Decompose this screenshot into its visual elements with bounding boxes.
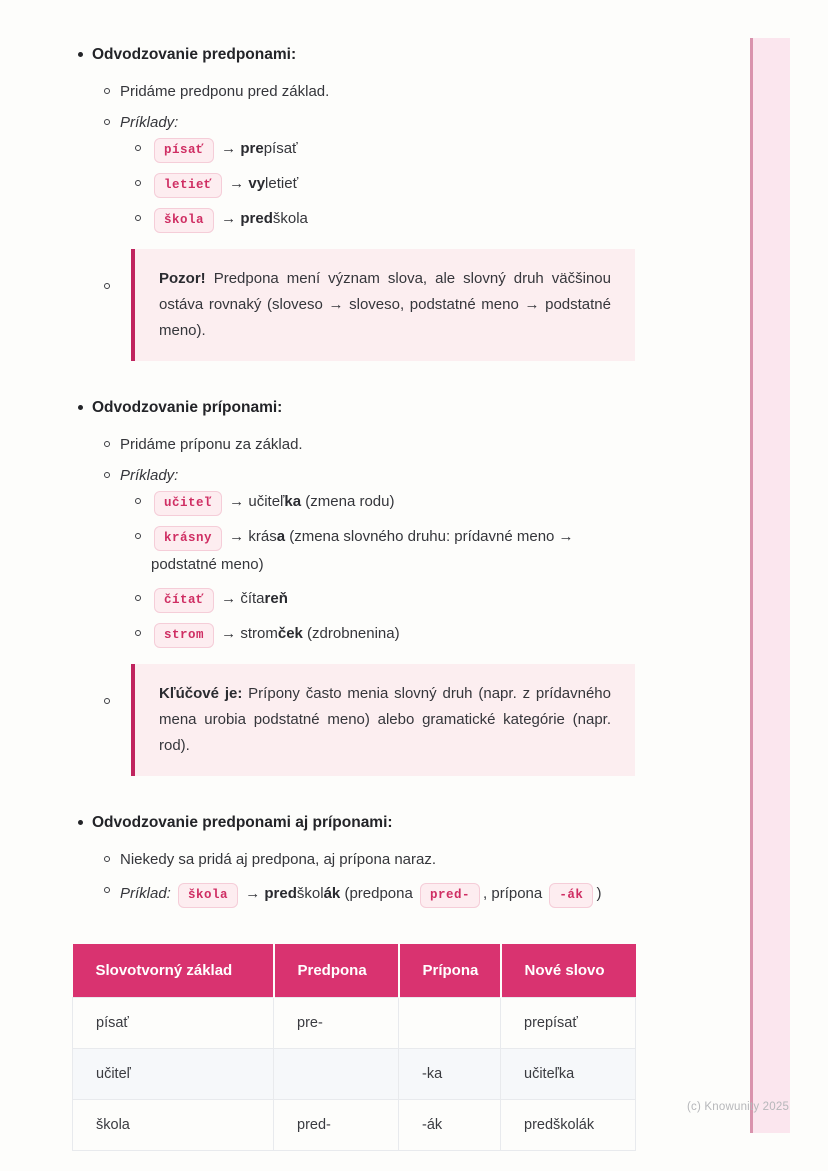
code-chip: písať — [154, 138, 214, 163]
plain-text: → učiteľ — [225, 493, 285, 510]
list-item-text: Pridáme predponu pred základ. — [120, 83, 330, 100]
plain-text: škola — [272, 210, 308, 227]
table-cell: učiteľ — [73, 1049, 274, 1100]
table-row — [73, 1100, 636, 1151]
section-heading — [70, 44, 635, 65]
example-line — [70, 205, 635, 233]
bold-text: Kľúčové je: — [159, 685, 243, 702]
warning-callout — [131, 249, 635, 361]
section-heading — [70, 812, 635, 833]
bold-text: ček — [277, 625, 303, 642]
code-chip: čítať — [154, 588, 214, 613]
example-line-text — [151, 205, 308, 233]
examples-label — [70, 112, 635, 133]
table-header-cell: Predpona — [274, 944, 399, 998]
bold-text: pre — [240, 140, 264, 157]
plain-text: Prípony často menia slovný druh (napr. z prídavného mena urobia podstatné meno) alebo gramatické kategórie (napr. rod). — [159, 685, 611, 754]
section-prefix-and-suffix-derivation — [70, 812, 635, 908]
bold-text: pred — [264, 885, 297, 902]
plain-text: (zdrobnenina) — [302, 625, 400, 642]
italic-text: Príklad: — [120, 885, 171, 902]
plain-text — [171, 885, 175, 902]
circle-bullet-icon — [104, 472, 110, 478]
circle-bullet-icon — [135, 498, 141, 504]
document-content — [70, 44, 635, 1151]
code-chip: strom — [154, 623, 214, 648]
table-cell: -ka — [399, 1049, 501, 1100]
list-item-text: Pridáme príponu za základ. — [120, 436, 303, 453]
table-cell — [399, 998, 501, 1049]
circle-bullet-icon — [104, 119, 110, 125]
section-prefix-derivation — [70, 44, 635, 361]
plain-text: písať — [263, 140, 298, 157]
circle-bullet-icon — [135, 630, 141, 636]
circle-bullet-icon — [104, 887, 110, 893]
circle-bullet-icon — [135, 215, 141, 221]
table-header-row — [73, 944, 636, 998]
code-chip: učiteľ — [154, 491, 222, 516]
plain-text: (zmena rodu) — [301, 493, 395, 510]
table-row — [73, 998, 636, 1049]
plain-text: letieť — [265, 175, 299, 192]
circle-bullet-icon — [104, 698, 110, 704]
plain-text: škol — [296, 885, 324, 902]
key-point-callout — [131, 664, 635, 776]
example-line-text — [151, 620, 400, 648]
example-line — [70, 880, 635, 908]
example-line — [70, 135, 635, 163]
plain-text: → strom — [217, 625, 278, 642]
section-heading-text: Odvodzovanie predponami: — [92, 46, 297, 63]
plain-text: → — [217, 140, 241, 157]
example-line-text — [151, 170, 298, 198]
code-chip: letieť — [154, 173, 222, 198]
bold-text: pred — [240, 210, 273, 227]
plain-text: → — [217, 210, 241, 227]
plain-text: → krás — [225, 528, 277, 545]
list-item-text: Niekedy sa pridá aj predpona, aj prípona naraz. — [120, 851, 437, 868]
plain-text: → — [241, 885, 265, 902]
table-cell: -ák — [399, 1100, 501, 1151]
circle-bullet-icon — [104, 441, 110, 447]
bold-text: a — [276, 528, 286, 545]
bold-text: ka — [284, 493, 302, 510]
disc-bullet-icon — [78, 405, 83, 410]
plain-text: → číta — [217, 590, 265, 607]
code-chip: škola — [178, 883, 238, 908]
table-cell: predškolák — [501, 1100, 636, 1151]
watermark: (c) Knowunity 2025 — [687, 1101, 790, 1113]
table-header-cell: Prípona — [399, 944, 501, 998]
callout-text — [159, 270, 611, 339]
section-heading-text: Odvodzovanie predponami aj príponami: — [92, 814, 393, 831]
bold-text: vy — [248, 175, 266, 192]
table-cell: pred- — [274, 1100, 399, 1151]
code-chip: škola — [154, 208, 214, 233]
table-cell: pre- — [274, 998, 399, 1049]
plain-text: Predpona mení význam slova, ale slovný druh väčšinou ostáva rovnaký (sloveso → sloveso, podstatné meno → podstatné meno). — [159, 270, 611, 339]
disc-bullet-icon — [78, 820, 83, 825]
table-cell: písať — [73, 998, 274, 1049]
section-heading-text: Odvodzovanie príponami: — [92, 399, 283, 416]
code-chip: -ák — [549, 883, 593, 908]
table-row — [73, 1049, 636, 1100]
section-suffix-derivation — [70, 397, 635, 776]
derivation-table — [72, 944, 636, 1151]
examples-label-text: Príklady: — [120, 467, 179, 484]
example-line — [70, 620, 635, 648]
circle-bullet-icon — [135, 180, 141, 186]
plain-text: , prípona — [483, 885, 547, 902]
example-line-text — [151, 488, 394, 516]
circle-bullet-icon — [135, 145, 141, 151]
example-line-text — [120, 880, 601, 908]
callout-text — [159, 685, 611, 754]
examples-label — [70, 465, 635, 486]
list-item — [70, 434, 635, 455]
circle-bullet-icon — [104, 283, 110, 289]
example-line — [70, 523, 635, 578]
code-chip: pred- — [420, 883, 480, 908]
circle-bullet-icon — [135, 595, 141, 601]
bold-text: Pozor! — [159, 270, 206, 287]
example-line — [70, 585, 635, 613]
circle-bullet-icon — [104, 88, 110, 94]
examples-label-text: Príklady: — [120, 114, 179, 131]
table-cell: učiteľka — [501, 1049, 636, 1100]
example-line — [70, 488, 635, 516]
callout-item — [70, 249, 635, 361]
disc-bullet-icon — [78, 52, 83, 57]
bold-text: ák — [323, 885, 341, 902]
section-heading — [70, 397, 635, 418]
circle-bullet-icon — [104, 856, 110, 862]
example-line — [70, 170, 635, 198]
table-header-cell: Slovotvorný základ — [73, 944, 274, 998]
table-header-cell: Nové slovo — [501, 944, 636, 998]
table-cell — [274, 1049, 399, 1100]
example-line-text — [151, 585, 288, 613]
code-chip: krásny — [154, 526, 222, 551]
callout-item — [70, 664, 635, 776]
table-cell: škola — [73, 1100, 274, 1151]
page-edge-stripe — [750, 38, 790, 1133]
list-item — [70, 849, 635, 870]
plain-text: ) — [596, 885, 602, 902]
plain-text: (zmena slovného druhu: prídavné meno → podstatné meno) — [151, 528, 574, 573]
list-item — [70, 81, 635, 102]
plain-text: → — [225, 175, 249, 192]
circle-bullet-icon — [135, 533, 141, 539]
table-cell: prepísať — [501, 998, 636, 1049]
plain-text: (predpona — [340, 885, 418, 902]
example-line-text — [151, 135, 298, 163]
example-line-text — [151, 523, 635, 578]
bold-text: reň — [264, 590, 288, 607]
